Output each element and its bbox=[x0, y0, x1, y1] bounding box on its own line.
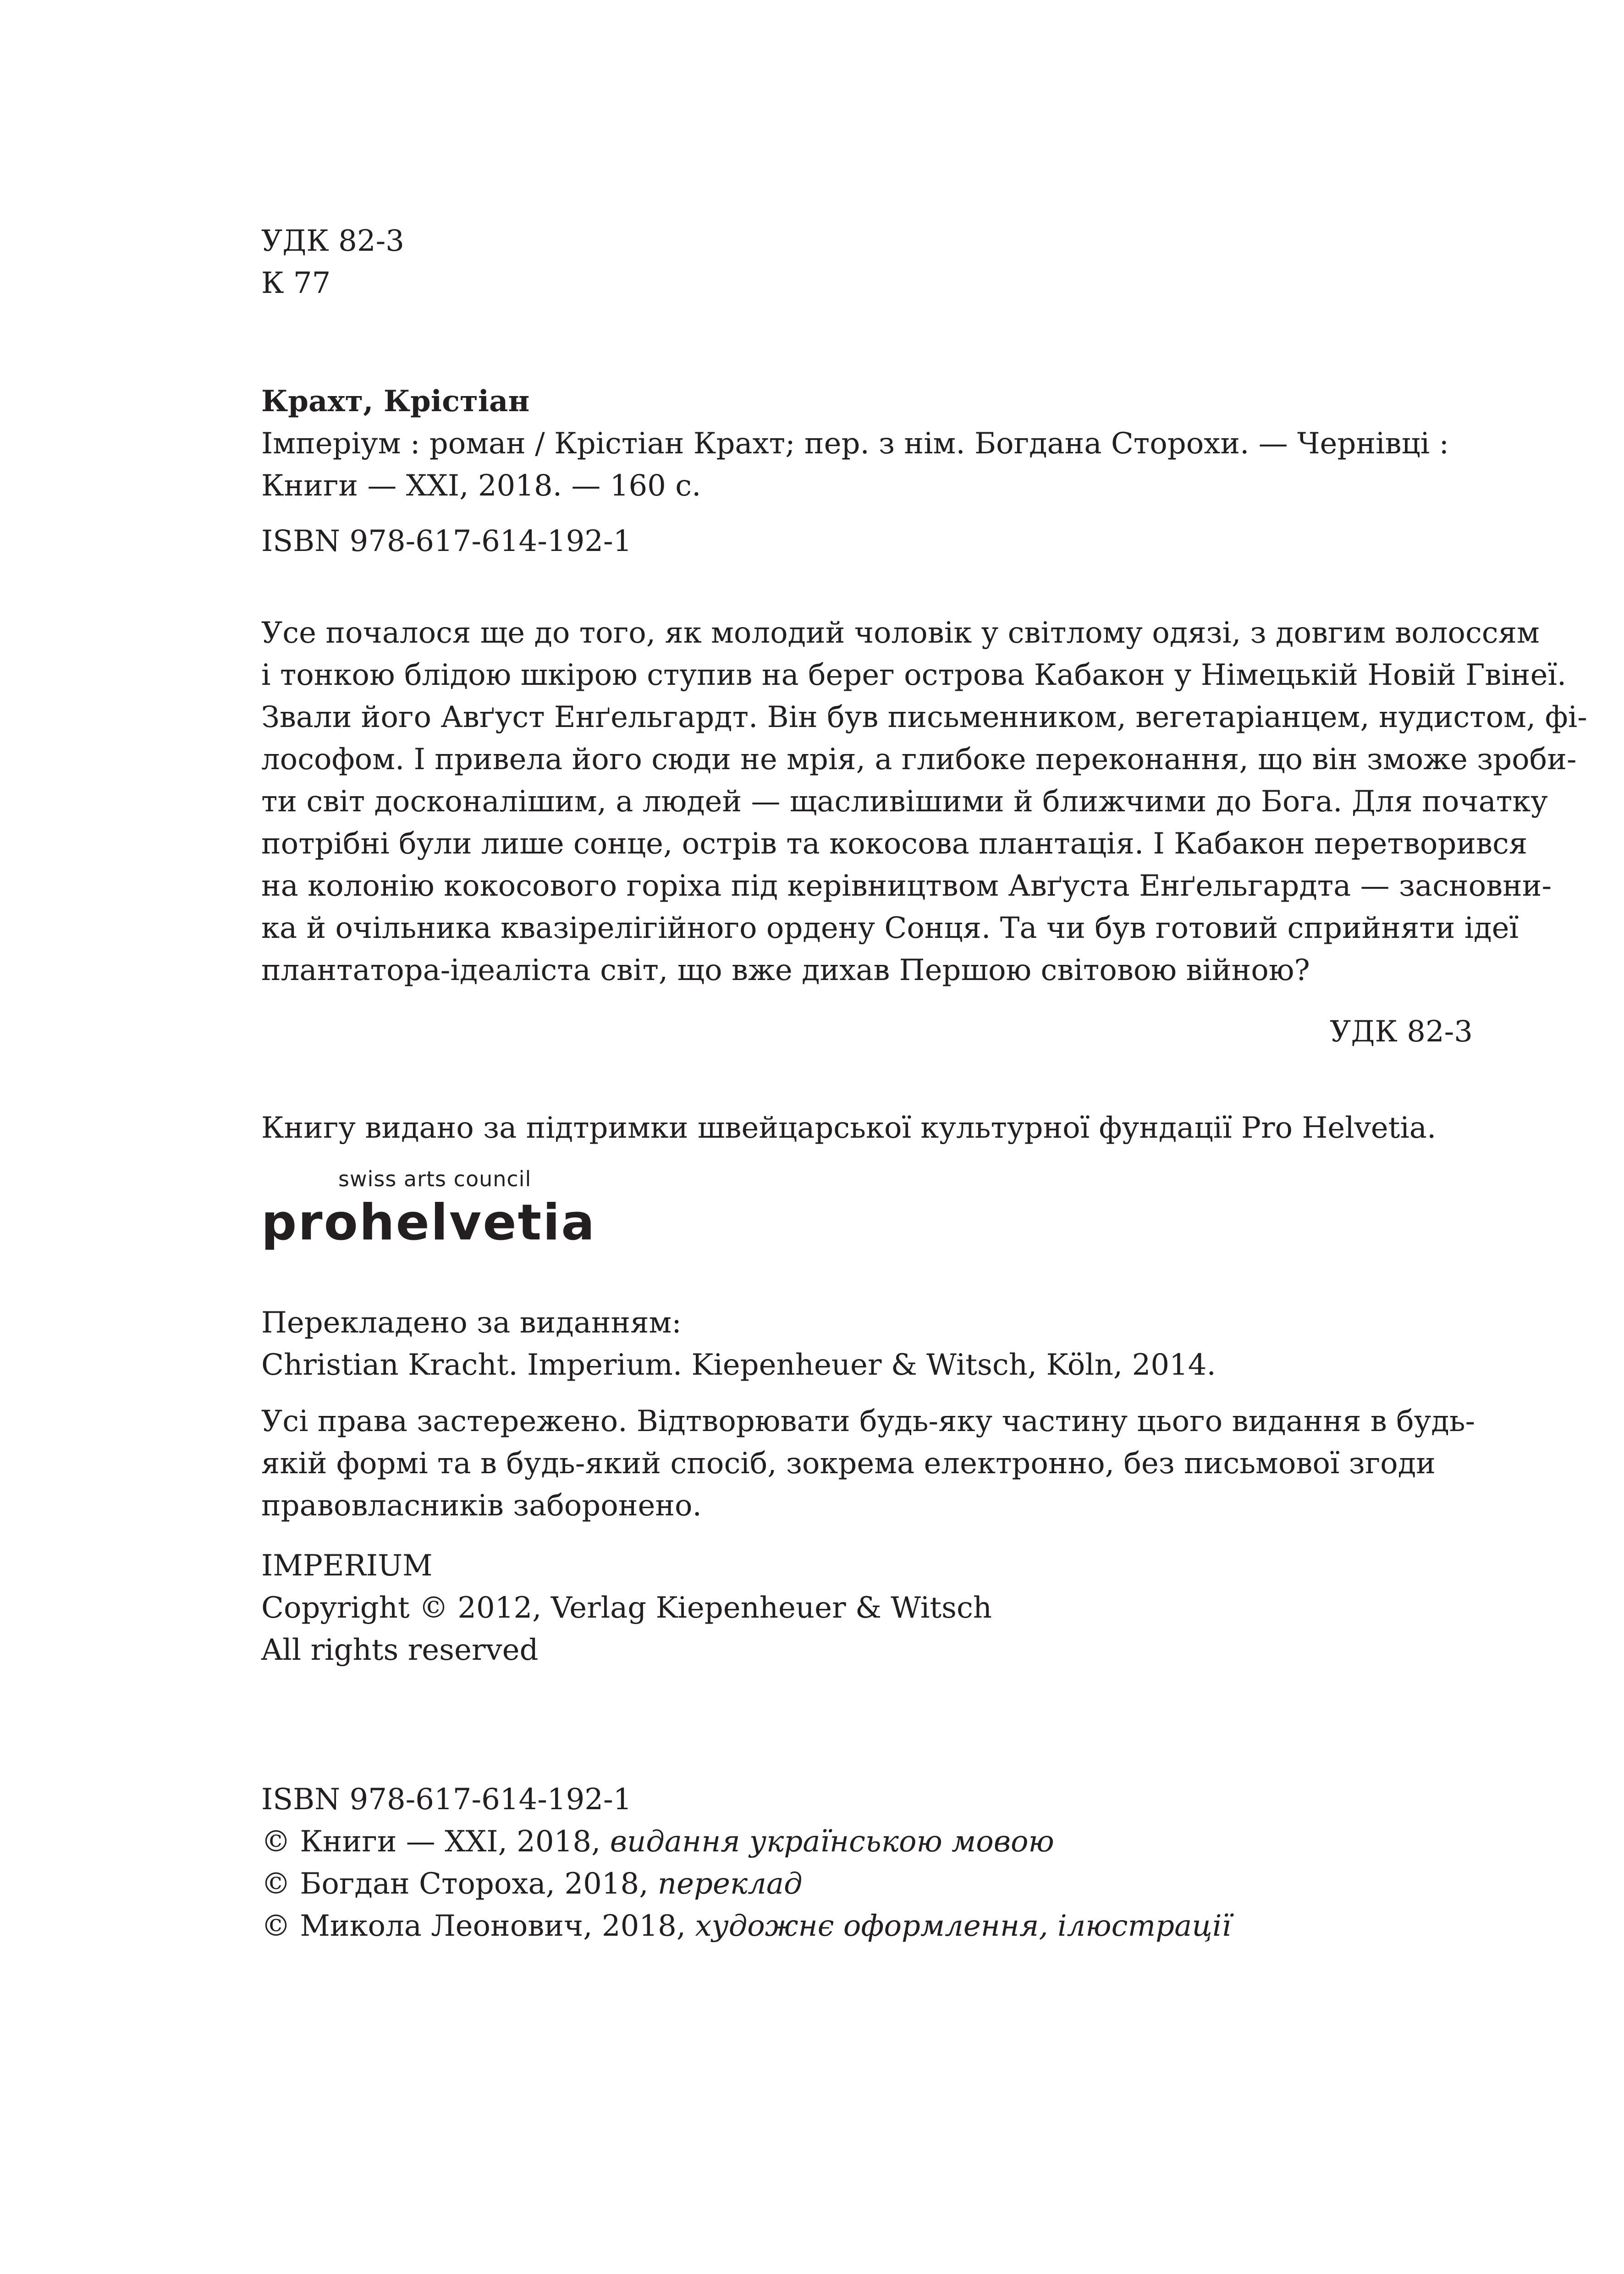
original-title: IMPERIUM bbox=[261, 1549, 433, 1583]
annotation-line: ти світ досконалішим, а людей — щасливішими й ближчими до Бога. Для початку bbox=[261, 785, 1548, 819]
copyright-item-italic: художнє оформлення, ілюстрації bbox=[695, 1909, 1231, 1943]
copyright-item-plain: © Книги — XXI, 2018, bbox=[261, 1825, 610, 1859]
copyright-original bbox=[261, 1545, 992, 1671]
isbn-bottom: ISBN 978-617-614-192-1 bbox=[261, 1783, 632, 1817]
annotation-line: Звали його Авґуст Енґельгардт. Він був письменником, вегетаріанцем, нудистом, фі- bbox=[261, 700, 1587, 734]
copyright-item-italic: видання українською мовою bbox=[610, 1825, 1054, 1859]
copyright-item-italic: переклад bbox=[657, 1867, 803, 1901]
copyright-ukrainian bbox=[261, 1778, 1231, 1947]
udk-code-right: УДК 82-3 bbox=[1330, 1015, 1473, 1049]
copyright-item bbox=[261, 1863, 1231, 1905]
annotation-line: на колонію кокосового горіха під керівництвом Авґуста Енґельгардта — засновни- bbox=[261, 869, 1552, 903]
annotation-line: ка й очільника квазірелігійного ордену Сонця. Та чи був готовий сприйняти ідеї bbox=[261, 911, 1519, 945]
copyright-item-plain: © Микола Леонович, 2018, bbox=[261, 1909, 695, 1943]
all-rights-line: All rights reserved bbox=[261, 1633, 539, 1667]
rights-line-1: Усі права застережено. Відтворювати будь-яку частину цього видання в будь- bbox=[261, 1404, 1475, 1438]
copyright-item bbox=[261, 1905, 1231, 1947]
record-line-2: Книги — XXI, 2018. — 160 с. bbox=[261, 469, 701, 503]
annotation-line: лософом. І привела його сюди не мрія, а глибоке переконання, що він зможе зроби- bbox=[261, 743, 1577, 776]
record-line-1: Імперіум : роман / Крістіан Крахт; пер. з нім. Богдана Сторохи. — Чернівці : bbox=[261, 427, 1449, 461]
original-edition bbox=[261, 1302, 1216, 1386]
support-note: Книгу видано за підтримки швейцарської культурної фундації Pro Helvetia. bbox=[261, 1111, 1437, 1145]
annotation-line: і тонкою блідою шкірою ступив на берег острова Кабакон у Німецькій Новій Гвінеї. bbox=[261, 658, 1567, 692]
logo-tagline: swiss arts council bbox=[338, 1167, 532, 1191]
isbn-top: ISBN 978-617-614-192-1 bbox=[261, 524, 632, 558]
copyright-line: Copyright © 2012, Verlag Kiepenheuer & Witsch bbox=[261, 1591, 992, 1625]
original-label: Перекладено за виданням: bbox=[261, 1306, 682, 1340]
rights-line-3: правовласників заборонено. bbox=[261, 1489, 702, 1523]
author-name: Крахт, Крістіан bbox=[261, 384, 530, 418]
rights-line-2: якій формі та в будь-який спосіб, зокрема електронно, без письмової згоди bbox=[261, 1447, 1436, 1481]
original-source: Christian Kracht. Imperium. Kiepenheuer & Witsch, Köln, 2014. bbox=[261, 1348, 1216, 1382]
annotation bbox=[261, 612, 1587, 991]
logo-wordmark: prohelvetia bbox=[261, 1194, 596, 1251]
annotation-line: Усе почалося ще до того, як молодий чоловік у світлому одязі, з довгим волоссям bbox=[261, 616, 1540, 650]
copyright-item bbox=[261, 1821, 1231, 1863]
classification-block bbox=[261, 220, 404, 304]
rights-notice bbox=[261, 1400, 1475, 1527]
annotation-line: потрібні були лише сонце, острів та кокосова плантація. І Кабакон перетворився bbox=[261, 827, 1528, 861]
udk-code: УДК 82-3 bbox=[261, 224, 404, 258]
bbk-code: К 77 bbox=[261, 266, 331, 300]
copyright-item-plain: © Богдан Стороха, 2018, bbox=[261, 1867, 658, 1901]
bibliographic-record bbox=[261, 380, 1449, 507]
annotation-line: плантатора-ідеаліста світ, що вже дихав Першою світовою війною? bbox=[261, 953, 1310, 987]
